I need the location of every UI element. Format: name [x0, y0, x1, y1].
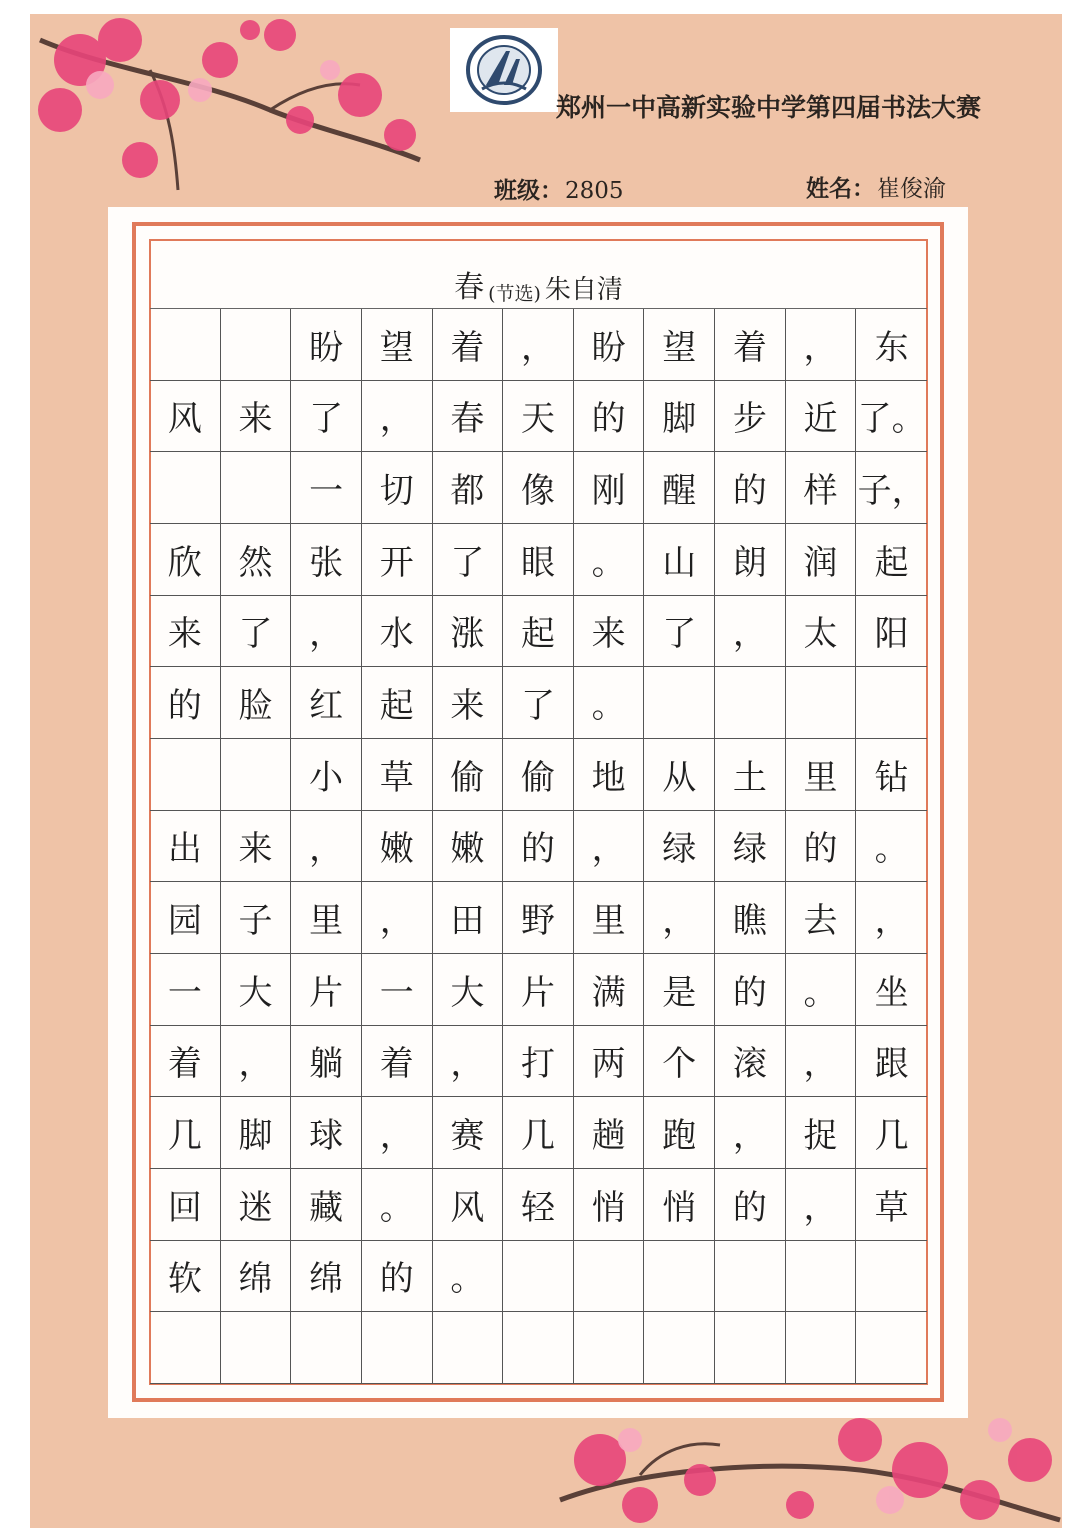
grid-cell: 着: [433, 309, 504, 381]
grid-cell: 躺: [291, 1026, 362, 1098]
grid-cell: 赛: [433, 1097, 504, 1169]
grid-cell: 里: [786, 739, 857, 811]
essay-title-row: [150, 240, 927, 309]
grid-cell: [715, 667, 786, 739]
grid-cell: 起: [503, 596, 574, 668]
grid-cell: 跟: [856, 1026, 927, 1098]
grid-cell: 着: [362, 1026, 433, 1098]
grid-cell: 的: [786, 811, 857, 883]
grid-cell: 的: [715, 452, 786, 524]
grid-cell: 脚: [644, 381, 715, 453]
grid-cell: 打: [503, 1026, 574, 1098]
grid-cell: ，: [644, 882, 715, 954]
grid-cell: 脚: [221, 1097, 292, 1169]
class-label: 班级：: [494, 178, 563, 204]
grid-cell: 朗: [715, 524, 786, 596]
grid-cell: 回: [150, 1169, 221, 1241]
grid-cell: 涨: [433, 596, 504, 668]
grid-cell: 几: [503, 1097, 574, 1169]
grid-cell: 的: [715, 954, 786, 1026]
grid-cell: 子: [221, 882, 292, 954]
grid-cell: ，: [856, 882, 927, 954]
grid-cell: 来: [150, 596, 221, 668]
grid-cell: 悄: [574, 1169, 645, 1241]
grid-cell: 的: [150, 667, 221, 739]
grid-cell: 田: [433, 882, 504, 954]
class-field: [494, 172, 624, 205]
grid-cell: 来: [221, 811, 292, 883]
name-field: [806, 170, 946, 203]
grid-cell: 草: [362, 739, 433, 811]
grid-cell: ，: [786, 1026, 857, 1098]
grid-cell: 了: [644, 596, 715, 668]
grid-cell: 了: [291, 381, 362, 453]
grid-cell: 跑: [644, 1097, 715, 1169]
grid-cell: 绿: [715, 811, 786, 883]
name-value: 崔俊渝: [877, 176, 946, 202]
grid-cell: 来: [574, 596, 645, 668]
grid-cell: 里: [291, 882, 362, 954]
grid-cell: 脸: [221, 667, 292, 739]
grid-cell: 两: [574, 1026, 645, 1098]
grid-cell: 望: [644, 309, 715, 381]
grid-cell: 满: [574, 954, 645, 1026]
grid-cell: [715, 1241, 786, 1313]
grid-cell: 坐: [856, 954, 927, 1026]
grid-cell: 片: [503, 954, 574, 1026]
grid-cell: 悄: [644, 1169, 715, 1241]
grid-cell: 切: [362, 452, 433, 524]
character-grid: [150, 309, 927, 1384]
grid-cell: [574, 1312, 645, 1384]
grid-cell: ，: [715, 1097, 786, 1169]
grid-cell: 步: [715, 381, 786, 453]
grid-cell: 地: [574, 739, 645, 811]
grid-cell: 一: [362, 954, 433, 1026]
grid-cell: ，: [715, 596, 786, 668]
grid-cell: 开: [362, 524, 433, 596]
grid-cell: 轻: [503, 1169, 574, 1241]
grid-cell: 。: [574, 667, 645, 739]
grid-cell: 大: [221, 954, 292, 1026]
grid-cell: 滚: [715, 1026, 786, 1098]
grid-cell: 太: [786, 596, 857, 668]
grid-cell: 球: [291, 1097, 362, 1169]
essay-subtitle: (节选): [488, 283, 541, 305]
plum-blossom-branch-icon: [0, 0, 460, 200]
grid-cell: 。: [856, 811, 927, 883]
grid-cell: 瞧: [715, 882, 786, 954]
grid-cell: [433, 1312, 504, 1384]
grid-cell: 天: [503, 381, 574, 453]
grid-cell: ，: [291, 596, 362, 668]
grid-cell: ，: [433, 1026, 504, 1098]
grid-cell: 绵: [291, 1241, 362, 1313]
grid-cell: 来: [433, 667, 504, 739]
grid-cell: 个: [644, 1026, 715, 1098]
grid-cell: 起: [856, 524, 927, 596]
grid-cell: 来: [221, 381, 292, 453]
grid-cell: 欣: [150, 524, 221, 596]
grid-cell: 了: [433, 524, 504, 596]
grid-cell: 迷: [221, 1169, 292, 1241]
grid-cell: 了: [503, 667, 574, 739]
grid-cell: 。: [786, 954, 857, 1026]
grid-cell: 绵: [221, 1241, 292, 1313]
grid-cell: [644, 667, 715, 739]
grid-cell: 眼: [503, 524, 574, 596]
grid-cell: 从: [644, 739, 715, 811]
grid-cell: [362, 1312, 433, 1384]
grid-cell: 风: [433, 1169, 504, 1241]
grid-cell: [856, 1241, 927, 1313]
grid-cell: ，: [574, 811, 645, 883]
grid-cell: 的: [715, 1169, 786, 1241]
grid-cell: [221, 452, 292, 524]
grid-cell: 几: [856, 1097, 927, 1169]
grid-cell: 大: [433, 954, 504, 1026]
grid-cell: 了: [221, 596, 292, 668]
grid-cell: 出: [150, 811, 221, 883]
grid-cell: 嫩: [433, 811, 504, 883]
grid-cell: 绿: [644, 811, 715, 883]
grid-cell: 是: [644, 954, 715, 1026]
grid-cell: 软: [150, 1241, 221, 1313]
grid-cell: 小: [291, 739, 362, 811]
grid-cell: 东: [856, 309, 927, 381]
grid-cell: 望: [362, 309, 433, 381]
grid-cell: 盼: [574, 309, 645, 381]
grid-cell: [150, 1312, 221, 1384]
name-label: 姓名：: [806, 176, 875, 202]
grid-cell: ，: [291, 811, 362, 883]
grid-cell: 偷: [503, 739, 574, 811]
grid-cell: 像: [503, 452, 574, 524]
grid-cell: 水: [362, 596, 433, 668]
grid-cell: ，: [362, 1097, 433, 1169]
essay-title: 春: [454, 270, 485, 305]
grid-cell: [644, 1241, 715, 1313]
grid-cell: [574, 1241, 645, 1313]
grid-cell: 春: [433, 381, 504, 453]
grid-cell: [786, 667, 857, 739]
grid-cell: 的: [503, 811, 574, 883]
grid-cell: 红: [291, 667, 362, 739]
grid-cell: 山: [644, 524, 715, 596]
grid-cell: 野: [503, 882, 574, 954]
grid-cell: 几: [150, 1097, 221, 1169]
grid-cell: 。: [574, 524, 645, 596]
grid-cell: 捉: [786, 1097, 857, 1169]
grid-cell: [150, 452, 221, 524]
contest-title: 郑州一中高新实验中学第四届书法大赛: [556, 93, 982, 122]
grid-cell: 藏: [291, 1169, 362, 1241]
grid-cell: 张: [291, 524, 362, 596]
grid-cell: [291, 1312, 362, 1384]
grid-cell: [786, 1312, 857, 1384]
school-logo: [450, 28, 558, 112]
grid-cell: 园: [150, 882, 221, 954]
grid-cell: ，: [503, 309, 574, 381]
grid-cell: 去: [786, 882, 857, 954]
grid-cell: ，: [221, 1026, 292, 1098]
grid-cell: 然: [221, 524, 292, 596]
grid-cell: [856, 667, 927, 739]
grid-cell: ，: [786, 1169, 857, 1241]
grid-cell: ，: [362, 882, 433, 954]
grid-cell: [644, 1312, 715, 1384]
essay-author: 朱自清: [544, 275, 623, 305]
grid-cell: [786, 1241, 857, 1313]
grid-cell: 嫩: [362, 811, 433, 883]
school-logo-icon: [464, 33, 544, 107]
grid-cell: [221, 1312, 292, 1384]
grid-cell: [221, 739, 292, 811]
grid-cell: 刚: [574, 452, 645, 524]
grid-cell: 的: [574, 381, 645, 453]
grid-cell: 着: [715, 309, 786, 381]
grid-cell: 趟: [574, 1097, 645, 1169]
grid-cell: 着: [150, 1026, 221, 1098]
grid-cell: 土: [715, 739, 786, 811]
grid-cell: 草: [856, 1169, 927, 1241]
grid-cell: [221, 309, 292, 381]
grid-cell: 偷: [433, 739, 504, 811]
grid-cell: 醒: [644, 452, 715, 524]
grid-cell: 。: [362, 1169, 433, 1241]
grid-cell: [150, 739, 221, 811]
grid-cell: 钻: [856, 739, 927, 811]
grid-cell: 都: [433, 452, 504, 524]
grid-cell: 里: [574, 882, 645, 954]
grid-cell: 起: [362, 667, 433, 739]
grid-cell: 。: [433, 1241, 504, 1313]
grid-cell: 的: [362, 1241, 433, 1313]
grid-cell: [150, 309, 221, 381]
grid-cell: [856, 1312, 927, 1384]
grid-cell: ，: [362, 381, 433, 453]
grid-cell: 了。: [856, 381, 927, 453]
grid-cell: ，: [786, 309, 857, 381]
grid-cell: 一: [150, 954, 221, 1026]
grid-cell: 片: [291, 954, 362, 1026]
grid-cell: 样: [786, 452, 857, 524]
grid-cell: 风: [150, 381, 221, 453]
grid-cell: 子，: [856, 452, 927, 524]
grid-cell: 盼: [291, 309, 362, 381]
grid-cell: [715, 1312, 786, 1384]
grid-cell: [503, 1241, 574, 1313]
grid-cell: 阳: [856, 596, 927, 668]
grid-cell: 一: [291, 452, 362, 524]
grid-cell: 润: [786, 524, 857, 596]
grid-cell: [503, 1312, 574, 1384]
grid-cell: 近: [786, 381, 857, 453]
class-value: 2805: [565, 178, 624, 204]
